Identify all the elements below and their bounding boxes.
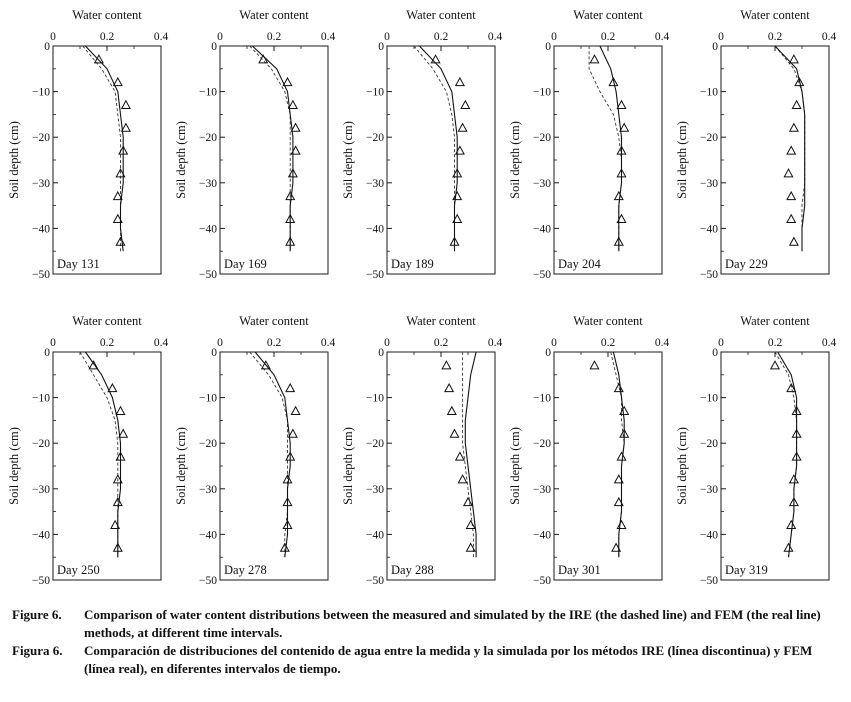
measured-triangle-marker [787, 192, 795, 200]
y-axis-title: Soil depth (cm) [7, 427, 21, 505]
x-tick-label: 0 [384, 337, 390, 349]
y-tick-label: −30 [533, 177, 551, 190]
day-label: Day 169 [224, 257, 267, 271]
measured-triangle-marker [122, 101, 130, 109]
y-tick-label: −20 [366, 132, 384, 145]
y-tick-label: −20 [199, 132, 217, 145]
x-tick-label: 0 [718, 337, 724, 349]
chart-panel-day-229 [675, 6, 840, 286]
y-tick-label: −20 [700, 438, 718, 451]
measured-triangle-marker [458, 475, 466, 483]
x-axis-title: Water content [573, 8, 643, 22]
measured-triangle-marker [784, 169, 792, 177]
measured-triangle-marker [784, 544, 792, 552]
y-tick-label: −40 [700, 223, 718, 236]
measured-triangle-marker [122, 124, 130, 132]
measured-triangle-marker [615, 192, 623, 200]
plot-frame [721, 46, 829, 274]
y-tick-label: −20 [32, 132, 50, 145]
ire-dashed-line [414, 46, 455, 251]
chart-panel-day-319 [675, 312, 840, 592]
measured-triangle-marker [461, 101, 469, 109]
measured-triangle-marker [456, 78, 464, 86]
x-tick-label: 0.4 [654, 31, 670, 43]
y-tick-label: −50 [700, 575, 718, 587]
x-tick-label: 0 [217, 31, 223, 43]
x-tick-label: 0.4 [153, 337, 169, 349]
y-tick-label: −30 [32, 177, 50, 190]
measured-triangle-marker [291, 407, 299, 415]
x-tick-label: 0 [50, 31, 56, 43]
y-axis-title: Soil depth (cm) [675, 121, 689, 199]
caption-text-en: Comparison of water content distributions between the measured and simulated by the IRE (the dashed line) and FEM (the real line) methods, at different time intervals. [84, 607, 821, 640]
y-tick-label: −40 [533, 529, 551, 542]
x-tick-label: 0.2 [433, 31, 449, 43]
chart-panel-day-278 [174, 312, 339, 592]
measured-triangle-marker [617, 521, 625, 529]
y-tick-label: −10 [533, 86, 551, 99]
y-axis-title: Soil depth (cm) [174, 427, 188, 505]
y-tick-label: −30 [199, 177, 217, 190]
y-tick-label: −50 [533, 575, 551, 587]
caption-text-es: Comparación de distribuciones del contenido de agua entre la medida y la simulada por los métodos IRE (línea discontinua) y FEM (línea real), en diferentes intervalos de tiempo. [84, 643, 813, 676]
measured-triangle-marker [787, 146, 795, 154]
y-tick-label: 0 [378, 41, 384, 53]
measured-triangle-marker [617, 101, 625, 109]
measured-triangle-marker [442, 361, 450, 369]
y-tick-label: −10 [366, 86, 384, 99]
measured-triangle-marker [790, 124, 798, 132]
chart-panel-day-189 [341, 6, 506, 286]
x-axis-title: Water content [406, 8, 476, 22]
x-tick-label: 0.4 [487, 31, 503, 43]
chart-panel-day-169 [174, 6, 339, 286]
x-axis-title: Water content [239, 8, 309, 22]
fem-solid-line [465, 352, 476, 557]
measured-triangle-marker [450, 430, 458, 438]
figure-page [0, 6, 851, 702]
x-tick-label: 0.4 [320, 31, 336, 43]
x-tick-label: 0.4 [821, 337, 837, 349]
y-axis-title: Soil depth (cm) [508, 427, 522, 505]
chart-panel-day-250 [7, 312, 172, 592]
y-axis-title: Soil depth (cm) [7, 121, 21, 199]
measured-triangle-marker [119, 430, 127, 438]
caption-label-en: Figure 6. [12, 607, 62, 622]
y-axis-title: Soil depth (cm) [508, 121, 522, 199]
measured-triangle-marker [448, 407, 456, 415]
plot-frame [220, 46, 328, 274]
x-tick-label: 0.2 [600, 31, 616, 43]
y-tick-label: −10 [700, 392, 718, 405]
measured-triangle-marker [458, 124, 466, 132]
measured-triangle-marker [787, 521, 795, 529]
y-tick-label: 0 [44, 41, 50, 53]
caption-english [12, 606, 841, 641]
plot-frame [554, 352, 662, 580]
y-tick-label: −50 [533, 269, 551, 281]
y-tick-label: −20 [366, 438, 384, 451]
day-label: Day 204 [558, 257, 601, 271]
x-axis-title: Water content [239, 314, 309, 328]
y-tick-label: −40 [199, 529, 217, 542]
x-tick-label: 0.2 [767, 337, 783, 349]
x-tick-label: 0 [551, 31, 557, 43]
y-tick-label: −50 [32, 575, 50, 587]
y-tick-label: −30 [700, 483, 718, 496]
y-tick-label: 0 [211, 347, 217, 359]
y-tick-label: −10 [533, 392, 551, 405]
measured-triangle-marker [467, 521, 475, 529]
ire-dashed-line [250, 352, 288, 557]
measured-triangle-marker [456, 452, 464, 460]
y-axis-title: Soil depth (cm) [341, 427, 355, 505]
measured-triangle-marker [790, 55, 798, 63]
y-tick-label: −40 [199, 223, 217, 236]
y-axis-title: Soil depth (cm) [675, 427, 689, 505]
x-tick-label: 0.2 [99, 31, 115, 43]
measured-triangle-marker [95, 55, 103, 63]
x-tick-label: 0 [384, 31, 390, 43]
plot-frame [387, 352, 495, 580]
plot-frame [387, 46, 495, 274]
day-label: Day 319 [725, 563, 768, 577]
x-tick-label: 0.2 [266, 337, 282, 349]
x-tick-label: 0.2 [600, 337, 616, 349]
caption-label-es: Figura 6. [12, 643, 63, 659]
y-tick-label: −30 [366, 177, 384, 190]
y-tick-label: 0 [545, 41, 551, 53]
y-tick-label: −20 [700, 132, 718, 145]
y-tick-label: 0 [211, 41, 217, 53]
x-tick-label: 0.4 [320, 337, 336, 349]
day-label: Day 250 [57, 563, 100, 577]
caption-spanish [12, 642, 841, 677]
chart-panel-day-301 [508, 312, 673, 592]
fem-solid-line [85, 352, 120, 557]
x-axis-title: Water content [406, 314, 476, 328]
y-tick-label: −30 [700, 177, 718, 190]
x-tick-label: 0.4 [487, 337, 503, 349]
plot-frame [554, 46, 662, 274]
y-tick-label: −10 [700, 86, 718, 99]
x-tick-label: 0 [50, 337, 56, 349]
measured-triangle-marker [787, 215, 795, 223]
day-label: Day 131 [57, 257, 100, 271]
measured-triangle-marker [286, 384, 294, 392]
day-label: Day 301 [558, 563, 601, 577]
x-axis-title: Water content [740, 8, 810, 22]
y-tick-label: −40 [366, 223, 384, 236]
x-tick-label: 0 [718, 31, 724, 43]
fem-solid-line [419, 46, 457, 251]
x-axis-title: Water content [72, 8, 142, 22]
y-tick-label: −20 [199, 438, 217, 451]
plot-frame [721, 352, 829, 580]
y-tick-label: −30 [32, 483, 50, 496]
y-tick-label: −10 [32, 392, 50, 405]
chart-panel-day-131 [7, 6, 172, 286]
plot-frame [220, 352, 328, 580]
x-axis-title: Water content [72, 314, 142, 328]
measured-triangle-marker [790, 475, 798, 483]
y-tick-label: −40 [700, 529, 718, 542]
measured-triangle-marker [590, 361, 598, 369]
y-tick-label: −10 [32, 86, 50, 99]
y-tick-label: 0 [712, 41, 718, 53]
measured-triangle-marker [617, 452, 625, 460]
x-tick-label: 0 [551, 337, 557, 349]
day-label: Day 189 [391, 257, 434, 271]
chart-panel-day-288 [341, 312, 506, 592]
y-tick-label: 0 [378, 347, 384, 359]
day-label: Day 288 [391, 563, 434, 577]
x-tick-label: 0.4 [153, 31, 169, 43]
y-tick-label: 0 [545, 347, 551, 359]
y-tick-label: −50 [366, 269, 384, 281]
y-tick-label: −50 [700, 269, 718, 281]
x-axis-title: Water content [740, 314, 810, 328]
y-tick-label: −30 [533, 483, 551, 496]
measured-triangle-marker [792, 101, 800, 109]
x-tick-label: 0.2 [433, 337, 449, 349]
measured-triangle-marker [431, 55, 439, 63]
x-axis-title: Water content [573, 314, 643, 328]
y-tick-label: −50 [199, 575, 217, 587]
y-tick-label: −10 [366, 392, 384, 405]
measured-triangle-marker [291, 124, 299, 132]
ire-dashed-line [589, 46, 621, 251]
y-tick-label: 0 [44, 347, 50, 359]
x-tick-label: 0 [217, 337, 223, 349]
y-tick-label: −40 [32, 223, 50, 236]
chart-panel-day-204 [508, 6, 673, 286]
y-tick-label: −20 [533, 132, 551, 145]
ire-dashed-line [250, 46, 291, 251]
measured-triangle-marker [620, 124, 628, 132]
day-label: Day 278 [224, 563, 267, 577]
y-tick-label: −20 [32, 438, 50, 451]
y-tick-label: −40 [366, 529, 384, 542]
y-tick-label: −30 [366, 483, 384, 496]
y-tick-label: −50 [32, 269, 50, 281]
y-tick-label: −30 [199, 483, 217, 496]
measured-triangle-marker [116, 407, 124, 415]
y-axis-title: Soil depth (cm) [341, 121, 355, 199]
figure-caption [12, 606, 841, 677]
measured-triangle-marker [289, 430, 297, 438]
measured-triangle-marker [790, 238, 798, 246]
x-tick-label: 0.4 [654, 337, 670, 349]
x-tick-label: 0.4 [821, 31, 837, 43]
y-tick-label: 0 [712, 347, 718, 359]
x-tick-label: 0.2 [99, 337, 115, 349]
y-tick-label: −10 [199, 86, 217, 99]
y-axis-title: Soil depth (cm) [174, 121, 188, 199]
y-tick-label: −20 [533, 438, 551, 451]
y-tick-label: −10 [199, 392, 217, 405]
y-tick-label: −50 [366, 575, 384, 587]
measured-triangle-marker [289, 101, 297, 109]
fem-solid-line [85, 46, 123, 251]
measured-triangle-marker [464, 498, 472, 506]
measured-triangle-marker [445, 384, 453, 392]
x-tick-label: 0.2 [266, 31, 282, 43]
y-tick-label: −40 [32, 529, 50, 542]
y-tick-label: −40 [533, 223, 551, 236]
y-tick-label: −50 [199, 269, 217, 281]
measured-triangle-marker [590, 55, 598, 63]
plot-frame [53, 46, 161, 274]
measured-triangle-marker [771, 361, 779, 369]
charts-grid [7, 6, 845, 592]
x-tick-label: 0.2 [767, 31, 783, 43]
day-label: Day 229 [725, 257, 768, 271]
